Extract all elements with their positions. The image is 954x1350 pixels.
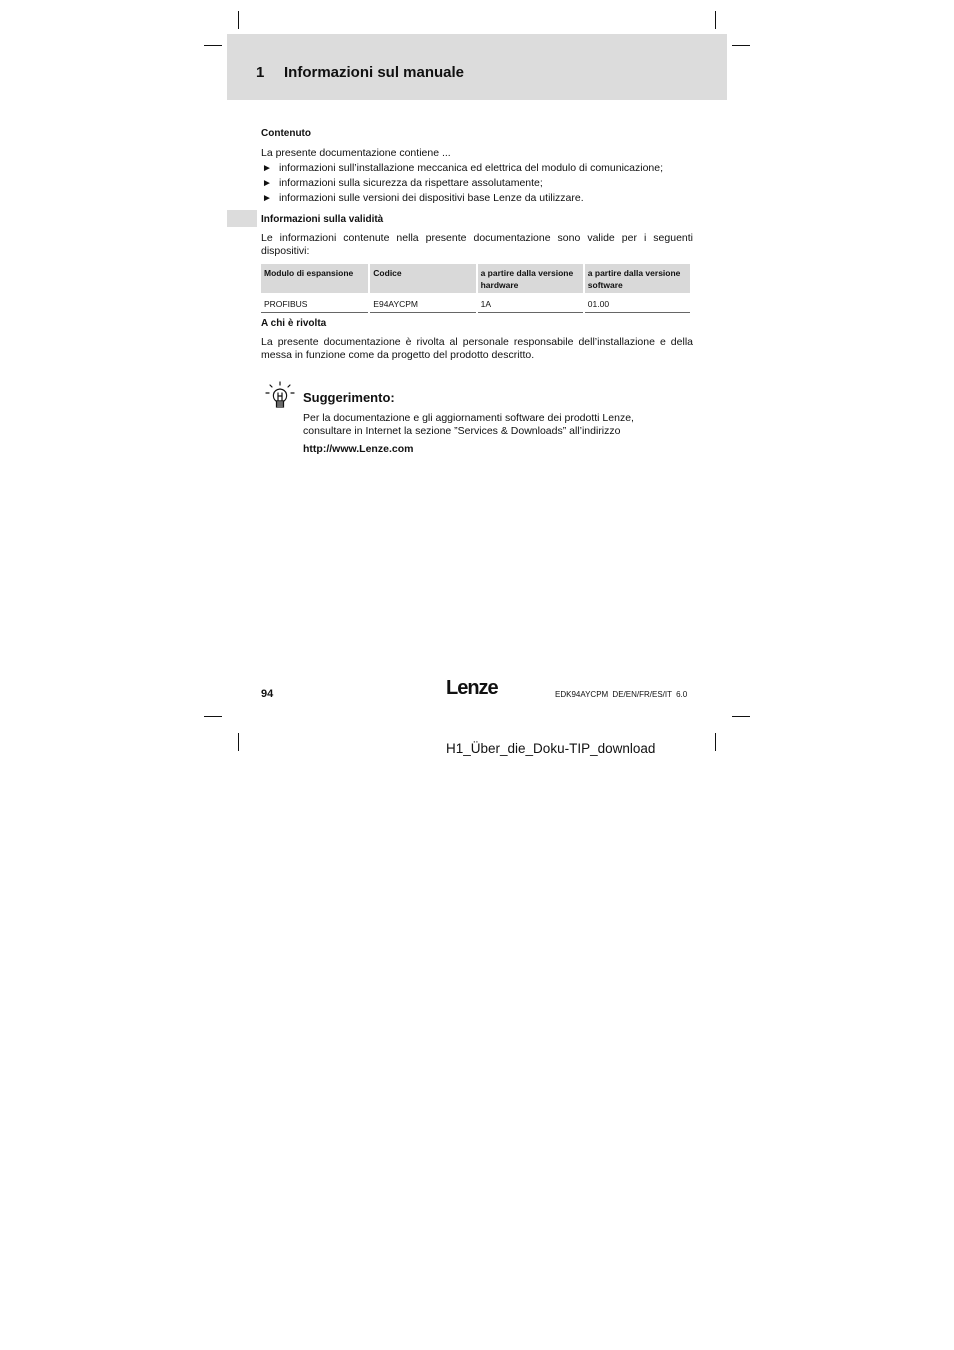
rivolta-heading: A chi è rivolta	[261, 318, 327, 329]
contenuto-intro: La presente documentazione contiene ...	[261, 147, 451, 159]
table-header-cell: Modulo di espansione	[261, 264, 368, 293]
crop-mark	[715, 11, 716, 29]
page-number: 94	[261, 688, 274, 700]
file-label: H1_Über_die_Doku-TIP_download	[446, 741, 656, 756]
list-item: ► informazioni sulle versioni dei dispositivi base Lenze da utilizzare.	[262, 192, 584, 204]
list-item: ► informazioni sulla sicurezza da rispettare assolutamente;	[262, 177, 543, 189]
table-row	[261, 293, 690, 313]
table-header-cell: a partire dalla versione software	[585, 264, 690, 293]
validita-text: Le informazioni contenute nella presente documentazione sono valide per i seguenti dispositivi:	[261, 232, 693, 257]
table-cell: PROFIBUS	[261, 293, 368, 313]
table-cell: E94AYCPM	[370, 293, 475, 313]
section-marker	[227, 210, 257, 227]
chapter-title-text: Informazioni sul manuale	[284, 64, 465, 81]
tip-title: Suggerimento:	[303, 390, 395, 405]
crop-mark	[238, 733, 239, 751]
triangle-bullet-icon: ►	[262, 193, 272, 204]
tip-url-link[interactable]: http://www.Lenze.com	[303, 443, 414, 455]
list-item: ► informazioni sull’installazione meccanica ed elettrica del modulo di comunicazione;	[262, 162, 664, 174]
contenuto-list	[261, 161, 701, 206]
lenze-logo: Lenze	[446, 677, 498, 699]
rivolta-text: La presente documentazione è rivolta al personale responsabile dell’installazione e della messa in funzione come da progetto del prodotto descritto.	[261, 336, 693, 361]
triangle-bullet-icon: ►	[262, 163, 272, 174]
table-cell: 1A	[478, 293, 583, 313]
lightbulb-icon	[264, 380, 298, 410]
table-header-cell: a partire dalla versione hardware	[478, 264, 583, 293]
triangle-bullet-icon: ►	[262, 178, 272, 189]
table-cell: 01.00	[585, 293, 690, 313]
crop-mark	[732, 45, 750, 46]
document-code: EDK94AYCPM DE/EN/FR/ES/IT 6.0	[555, 690, 688, 699]
contenuto-heading: Contenuto	[261, 128, 311, 139]
crop-mark	[204, 716, 222, 717]
chapter-title	[256, 64, 464, 81]
chapter-number: 1	[256, 64, 265, 81]
validity-table	[259, 264, 692, 313]
crop-mark	[204, 45, 222, 46]
crop-mark	[732, 716, 750, 717]
table-header-row	[261, 264, 690, 293]
table-header-cell: Codice	[370, 264, 475, 293]
crop-mark	[715, 733, 716, 751]
crop-mark	[238, 11, 239, 29]
validita-heading: Informazioni sulla validità	[261, 214, 384, 225]
tip-text: Per la documentazione e gli aggiornamenti software dei prodotti Lenze, consultare in Internet la sezione ”Services & Downloads” all’indirizzo	[303, 412, 634, 437]
